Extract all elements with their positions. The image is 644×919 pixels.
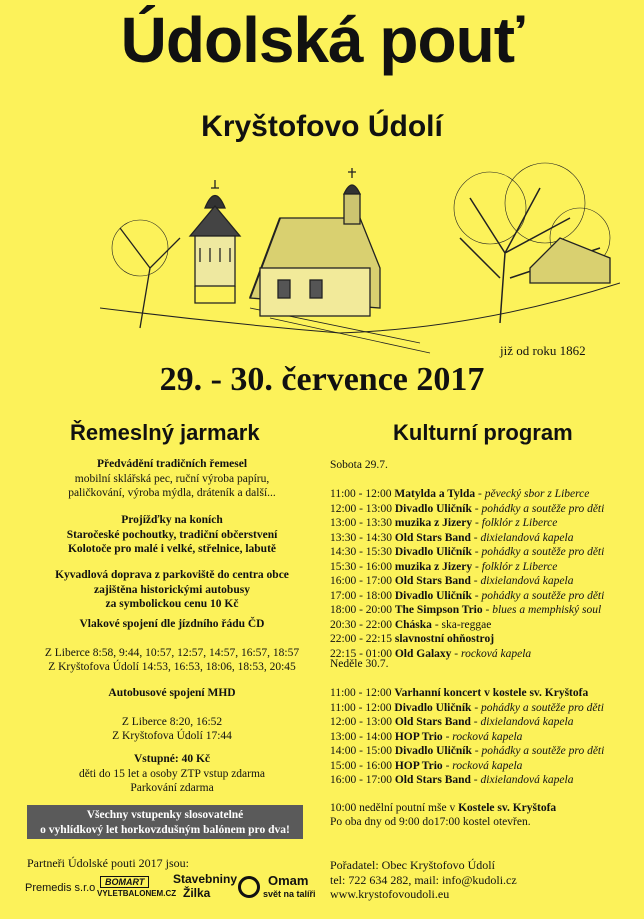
omam-logo: Omam [268,873,309,888]
program-description: folklór z Liberce [481,560,558,573]
program-time: 13:00 - 14:00 [330,730,392,743]
program-row [330,487,604,502]
program-time: 14:30 - 15:30 [330,546,392,558]
program-time: 17:00 - 18:00 [330,589,392,602]
program-row [330,773,604,788]
program-separator: - ska-reggae [431,618,492,631]
program-row [330,574,604,589]
program-time: 12:00 - 13:00 [330,502,392,515]
program-performer: HOP Trio [394,730,443,743]
program-separator: - [442,730,453,743]
program-description: dixielandová kapela [480,716,574,728]
program-time: 18:00 - 20:00 [330,604,392,616]
stavebniny-logo: Stavebniny [173,872,238,886]
church-open: Po oba dny od 9:00 do17:00 kostel otevřen. [330,816,531,828]
program-row [330,560,604,575]
program-performer: muzika z Jizery [394,560,473,573]
mass-prefix: 10:00 nedělní poutní mše v [330,802,459,814]
program-row [330,730,604,745]
day-saturday: Sobota 29.7. [330,459,388,471]
bus-line: Z Liberce 8:20, 16:52 [121,715,223,728]
left-heading: Řemeslný jarmark [70,420,260,445]
bomart-logo: BOMART [100,876,149,888]
program-performer: muzika z Jizery [394,517,473,529]
attractions-line: Projížďky na koních [121,514,223,526]
program-row [330,589,604,604]
program-performer: Divadlo Uličník [394,745,472,757]
program-description: pohádky a soutěže pro děti [481,502,605,515]
program-separator: - [472,560,482,573]
program-row [330,759,604,774]
banner-line: o vyhlídkový let horkovzdušným balónem pro dva! [40,824,290,836]
program-performer: HOP Trio [394,759,443,772]
program-description: pohádky a soutěže pro děti [481,745,605,757]
program-separator: - [471,589,482,602]
saturday-program [330,487,604,661]
train-line: Z Kryštofova Údolí 14:53, 16:53, 18:06, 18:53, 20:45 [48,661,296,673]
mass-place: Kostele sv. Kryštofa [458,802,557,814]
program-separator: - [470,774,481,786]
program-description: dixielandová kapela [480,575,574,587]
program-separator: - [470,716,481,728]
attractions-block [22,513,322,557]
program-row [330,531,604,546]
omam-circle-icon [238,876,260,898]
partners-label: Partneři Údolské pouti 2017 jsou: [27,856,189,870]
admission-line: Parkování zdarma [130,782,214,794]
program-performer: Varhanní koncert v kostele sv. Kryštofa [394,687,589,699]
program-time: 11:00 - 12:00 [330,488,392,500]
program-separator: - [475,488,485,500]
program-description: dixielandová kapela [480,774,574,786]
program-row [330,686,604,701]
program-row [330,618,604,633]
train-block [22,617,322,675]
program-row [330,603,604,618]
program-row [330,744,604,759]
program-performer: slavnostní ohňostroj [394,633,495,645]
day-sunday: Neděle 30.7. [330,658,389,670]
program-performer: Old Stars Band [394,531,471,544]
program-time: 20:30 - 22:00 [330,618,392,631]
train-title: Vlakové spojení dle jízdního řádu ČD [79,618,265,630]
attractions-line: Kolotoče pro malé i velké, střelnice, labutě [67,543,277,555]
program-time: 15:30 - 16:00 [330,560,392,573]
program-time: 14:00 - 15:00 [330,745,392,757]
program-performer: Divadlo Uličník [394,546,472,558]
program-separator: - [482,604,493,616]
bus-title: Autobusové spojení MHD [108,687,236,699]
program-time: 22:00 - 22:15 [330,633,392,645]
program-time: 13:00 - 13:30 [330,517,392,529]
program-row [330,632,604,647]
omam-tagline: svět na talíři [263,889,316,899]
train-line: Z Liberce 8:58, 9:44, 10:57, 12:57, 14:57, 16:57, 18:57 [44,646,300,659]
program-performer: Old Stars Band [394,575,471,587]
program-performer: Divadlo Uličník [394,589,472,602]
program-description: rocková kapela [452,730,523,743]
program-separator: - [471,502,482,515]
zilka-logo: Žilka [183,886,211,900]
program-description: pěvecký sbor z Liberce [484,488,590,500]
program-row [330,545,604,560]
program-separator: - [470,575,481,587]
program-row [330,701,604,716]
program-performer: Old Stars Band [394,716,471,728]
admission-title: Vstupné: 40 Kč [133,753,211,765]
since-text: již od roku 1862 [500,343,586,358]
program-description: blues a memphiský soul [492,604,602,616]
crafts-title: Předvádění tradičních řemesel [96,458,248,470]
crafts-line: paličkování, výroba mýdla, dráteník a další... [68,487,276,499]
program-time: 13:30 - 14:30 [330,531,392,544]
program-performer: Old Galaxy [394,647,452,660]
program-row [330,715,604,730]
program-performer: Matylda a Tylda [394,488,476,500]
program-description: rocková kapela [452,759,523,772]
admission-line: děti do 15 let a osoby ZTP vstup zdarma [78,767,266,780]
premedis-logo: Premedis s.r.o [25,882,96,894]
right-heading: Kulturní program [393,420,573,445]
program-separator: - [451,647,462,660]
program-description: folklór z Liberce [481,517,558,529]
program-row [330,502,604,517]
admission-block [22,752,322,796]
bus-line: Z Kryštofova Údolí 17:44 [112,730,232,742]
program-separator: - [471,546,482,558]
program-time: 16:00 - 17:00 [330,575,392,587]
program-row [330,516,604,531]
event-date: 29. - 30. července 2017 [159,361,485,398]
program-separator: - [471,701,482,714]
program-separator: - [442,759,453,772]
program-time: 11:00 - 12:00 [330,701,392,714]
shuttle-line: zajištěna historickými autobusy [94,583,250,596]
sunday-program [330,686,604,788]
program-time: 22:15 - 01:00 [330,647,392,660]
program-description: pohádky a soutěže pro děti [481,701,604,714]
program-performer: Old Stars Band [394,774,471,786]
program-description: pohádky a soutěže pro děti [481,589,605,602]
partner-logos [25,872,325,912]
program-performer: Divadlo Uličník [394,502,472,515]
crafts-block [22,457,322,501]
program-time: 16:00 - 17:00 [330,774,392,786]
program-separator: - [471,745,482,757]
program-time: 12:00 - 13:00 [330,716,392,728]
website[interactable]: www.krystofovoudoli.eu [330,887,450,901]
program-time: 11:00 - 12:00 [330,687,392,699]
program-description: dixielandová kapela [480,531,574,544]
lottery-banner [27,805,303,839]
banner-line: Všechny vstupenky slosovatelné [86,809,244,821]
vyletbalonem-logo: VYLETBALONEM.CZ [97,889,177,898]
poster-title: Údolská pouť [120,4,524,76]
program-performer: Cháska [394,618,432,631]
program-description: pohádky a soutěže pro děti [481,546,605,558]
bus-block [22,686,322,744]
program-performer: The Simpson Trio [394,604,483,616]
program-time: 15:00 - 16:00 [330,759,392,772]
church-illustration [100,158,620,368]
program-separator: - [472,517,482,529]
organizer: Pořadatel: Obec Kryštofovo Údolí [330,858,495,872]
shuttle-block [22,568,322,612]
organizer-block [330,858,517,902]
program-separator: - [470,531,481,544]
mass-line [330,801,556,816]
attractions-line: Staročeské pochoutky, tradiční občerstvení [66,528,278,541]
shuttle-line: za symbolickou cenu 10 Kč [105,598,239,610]
crafts-line: mobilní sklářská pec, ruční výroba papíru, [74,472,270,485]
poster-subtitle: Kryštofovo Údolí [201,110,443,143]
program-description: rocková kapela [461,647,532,660]
program-performer: Divadlo Uličník [394,701,472,714]
contact: tel: 722 634 282, mail: info@kudoli.cz [330,872,517,887]
shuttle-line: Kyvadlová doprava z parkoviště do centra obce [55,569,289,581]
